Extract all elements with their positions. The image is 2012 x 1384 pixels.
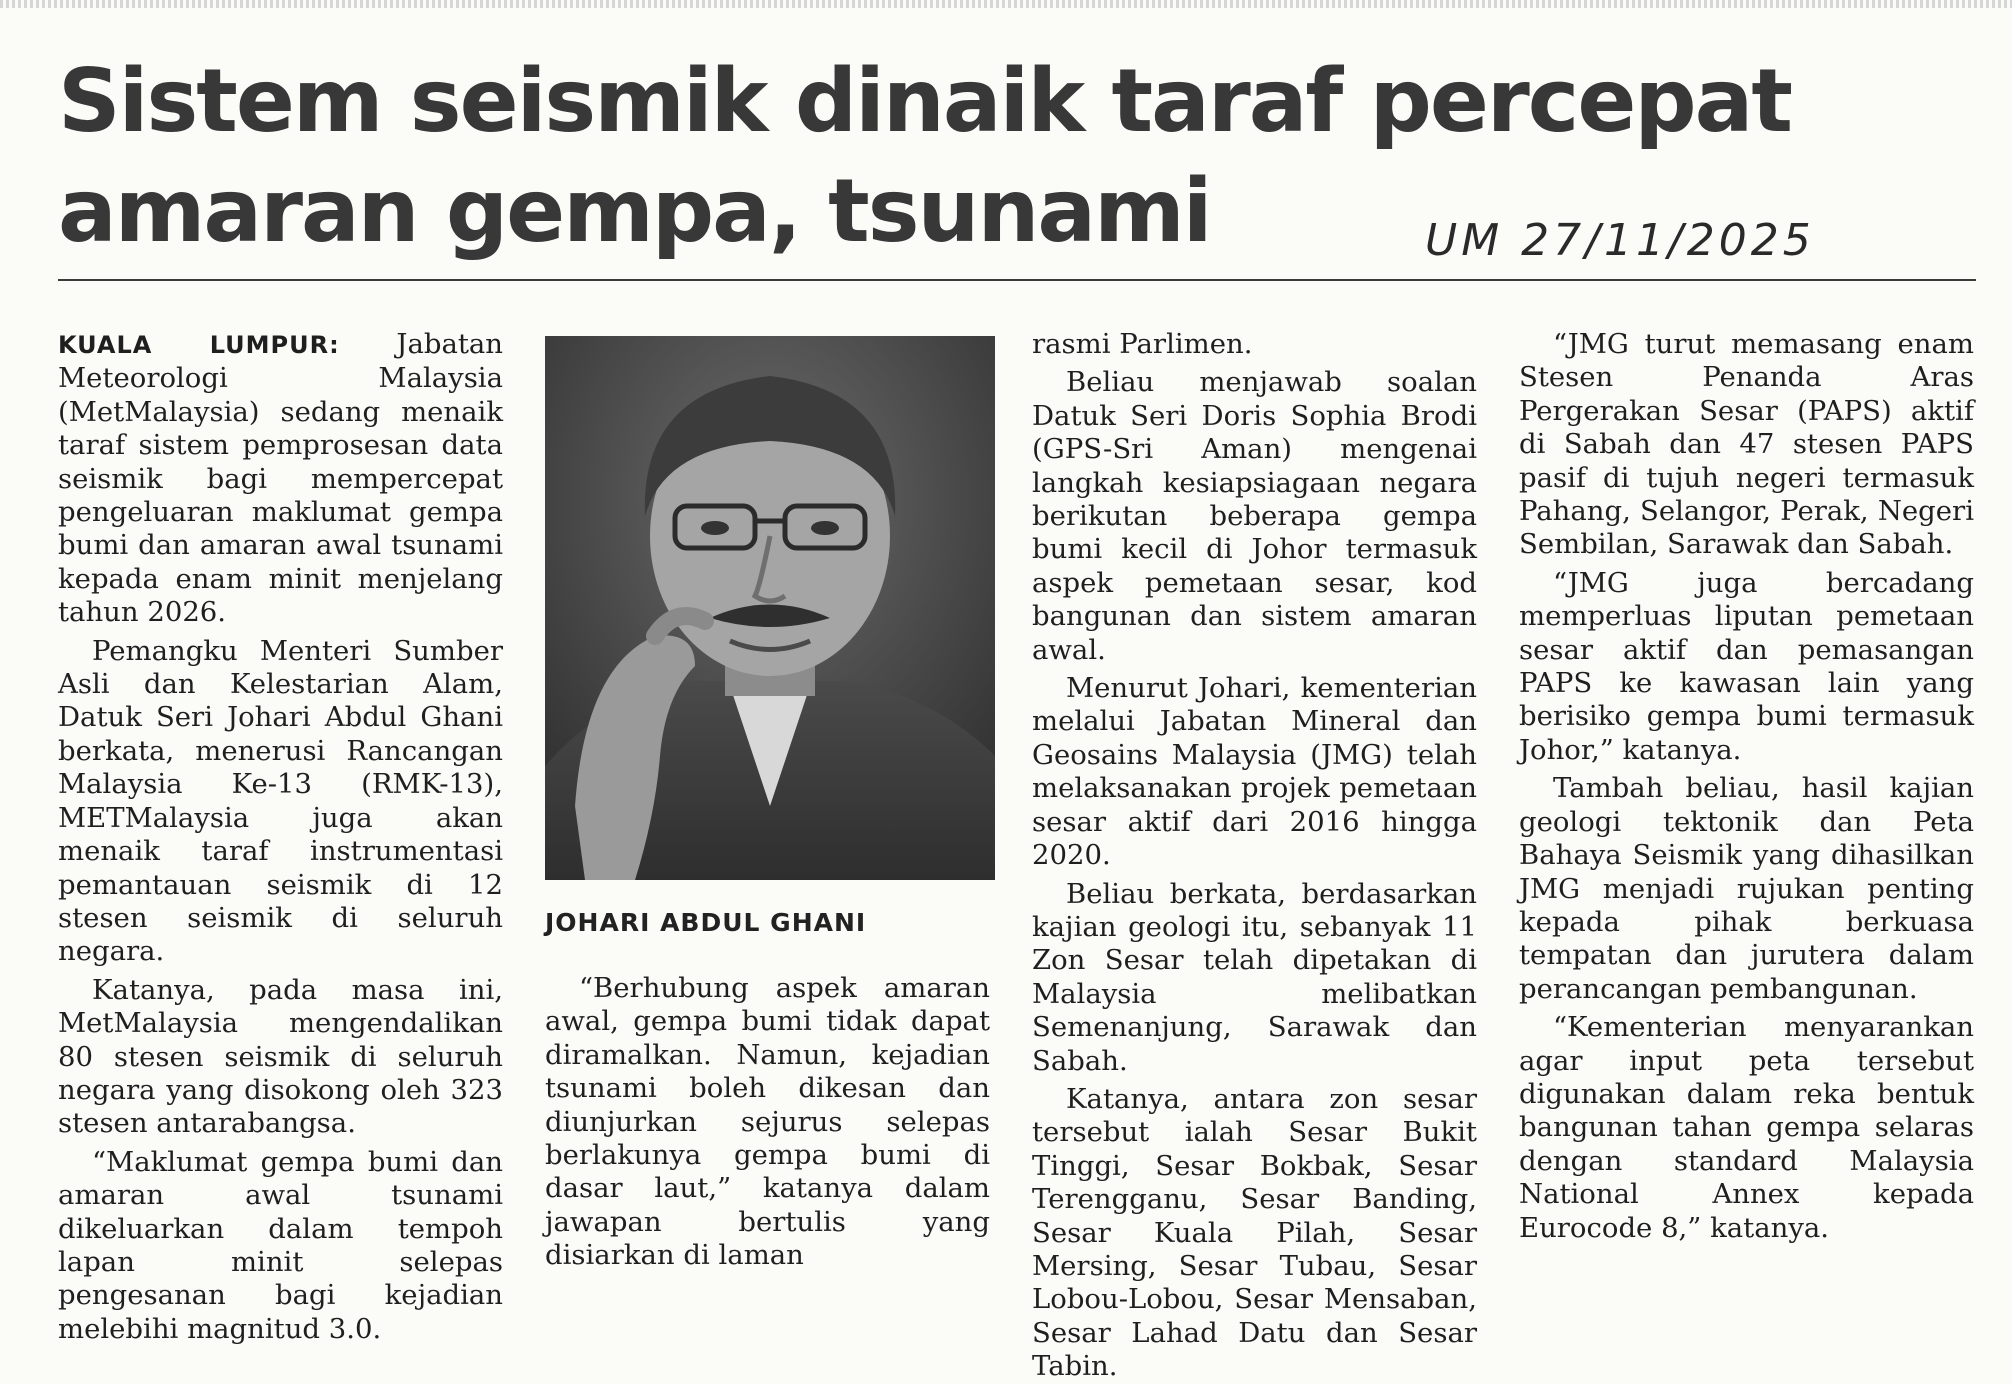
- article-column-1: [58, 328, 503, 1345]
- portrait-illustration: [545, 336, 995, 880]
- article-column-3: [1032, 328, 1477, 1383]
- dateline: KUALA LUMPUR:: [58, 331, 340, 359]
- article-column-4: [1519, 328, 1974, 1278]
- top-border: [0, 0, 2012, 8]
- handwritten-source-note: UM 27/11/2025: [1425, 215, 1815, 266]
- article-paragraph: Beliau berkata, berdasarkan kajian geologi itu, sebanyak 11 Zon Sesar telah dipetakan di Malaysia melibatkan Semenanjung, Sarawak dan Sabah.: [1032, 877, 1477, 1077]
- paragraph-text: Jabatan Meteorologi Malaysia (MetMalaysia) sedang menaik taraf sistem pemprosesan data seismik bagi mempercepat pengeluaran maklumat gempa bumi dan amaran awal tsunami kepada enam minit menjelang tahun 2026.: [58, 328, 503, 629]
- article-paragraph: “JMG turut memasang enam Stesen Penanda Aras Pergerakan Sesar (PAPS) aktif di Sabah dan 47 stesen PAPS pasif di tujuh negeri termasuk Pahang, Selangor, Perak, Negeri Sembilan, Sarawak dan Sabah.: [1519, 328, 1974, 561]
- article-paragraph: [58, 328, 503, 630]
- article-paragraph: Pemangku Menteri Sumber Asli dan Kelestarian Alam, Datuk Seri Johari Abdul Ghani berkata, menerusi Rancangan Malaysia Ke-13 (RMK-13), METMalaysia juga akan menaik taraf instrumentasi pemantauan seismik di 12 stesen seismik di seluruh negara.: [58, 634, 503, 968]
- portrait-photo: [545, 336, 995, 880]
- headline-line-1: Sistem seismik dinaik taraf percepat: [58, 50, 1791, 152]
- article-paragraph: “Maklumat gempa bumi dan amaran awal tsunami dikeluarkan dalam tempoh lapan minit selepas pengesanan bagi kejadian melebihi magnitud 3.0.: [58, 1145, 503, 1345]
- headline-line-2: amaran gempa, tsunami: [58, 160, 1211, 262]
- article-paragraph: rasmi Parlimen.: [1032, 328, 1253, 360]
- article-paragraph: Katanya, pada masa ini, MetMalaysia mengendalikan 80 stesen seismik di seluruh negara yang disokong oleh 323 stesen antarabangsa.: [58, 973, 503, 1140]
- article-column-2: [545, 972, 990, 1272]
- article-paragraph: “Berhubung aspek amaran awal, gempa bumi tidak dapat diramalkan. Namun, kejadian tsunami boleh dikesan dan diunjurkan sejurus selepas berlakunya gempa bumi di dasar laut,” katanya dalam jawapan bertulis yang disiarkan di laman: [545, 972, 990, 1272]
- article-paragraph: “JMG juga bercadang memperluas liputan pemetaan sesar aktif dan pemasangan PAPS ke kawasan lain yang berisiko gempa bumi termasuk Johor,” katanya.: [1519, 566, 1974, 766]
- photo-caption: JOHARI ABDUL GHANI: [545, 908, 867, 937]
- article-paragraph: Menurut Johari, kementerian melalui Jabatan Mineral dan Geosains Malaysia (JMG) telah melaksanakan projek pemetaan sesar aktif dari 2016 hingga 2020.: [1032, 672, 1477, 872]
- article-paragraph: Beliau menjawab soalan Datuk Seri Doris Sophia Brodi (GPS-Sri Aman) mengenai langkah kesiapsiagaan negara berikutan beberapa gempa bumi kecil di Johor termasuk aspek pemetaan sesar, kod bangunan dan sistem amaran awal.: [1032, 366, 1477, 666]
- article-paragraph: Tambah beliau, hasil kajian geologi tektonik dan Peta Bahaya Seismik yang dihasilkan JMG menjadi rujukan penting kepada pihak berkuasa tempatan dan jurutera dalam perancangan pembangunan.: [1519, 772, 1974, 1005]
- article-paragraph: Katanya, antara zon sesar tersebut ialah Sesar Bukit Tinggi, Sesar Bokbak, Sesar Terengganu, Sesar Banding, Sesar Kuala Pilah, Sesar Mersing, Sesar Tubau, Sesar Lobou-Lobou, Sesar Mensaban, Sesar Lahad Datu dan Sesar Tabin.: [1032, 1082, 1477, 1383]
- article-paragraph: “Kementerian menyarankan agar input peta tersebut digunakan dalam reka bentuk bangunan tahan gempa selaras dengan standard Malaysia National Annex kepada Eurocode 8,” katanya.: [1519, 1011, 1974, 1244]
- headline-rule: [58, 279, 1976, 281]
